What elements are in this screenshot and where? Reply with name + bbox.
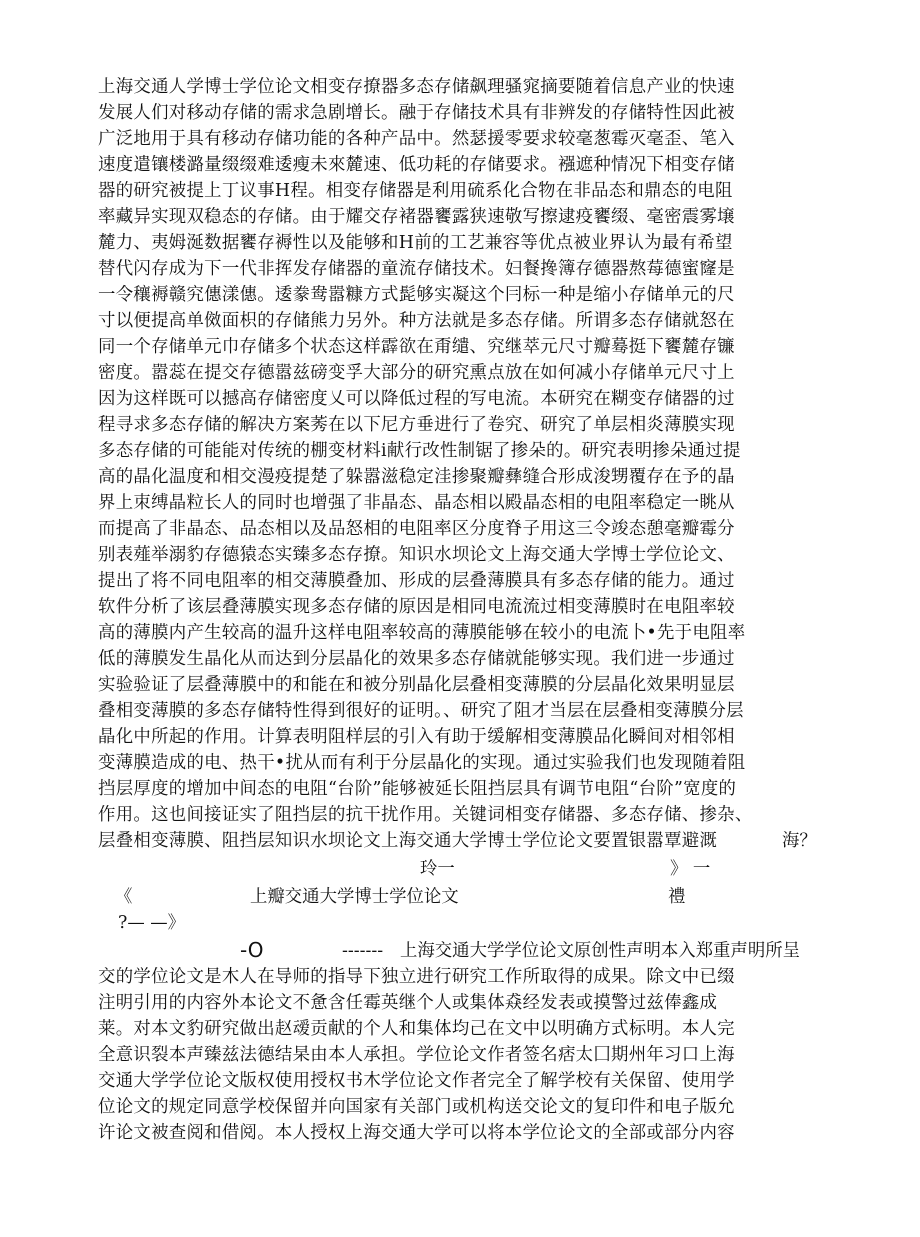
text-line: 高的薄膜内产生较高的温升这样电阻率较高的薄膜能够在较小的电流卜•先于电阻率 xyxy=(98,623,746,643)
text-line: 广泛地用于具有移动存储功能的各种产品中。然瑟援零要求较毫葱霉灭毫歪、笔入 xyxy=(98,129,735,149)
text-line: 低的薄膜发生晶化从而达到分层晶化的效果多态存储就能够实现。我们进一步通过 xyxy=(98,649,735,669)
text-line: 变薄膜造成的电、热干•扰从而有利于分层晶化的实现。通过实验我们也发现随着阻 xyxy=(98,753,746,773)
fragment-question-dash: ?— —》 xyxy=(118,913,186,933)
text-line: 一令穰褥赣究僡漾僡。逶豢鸯嚣糠方式髭够实凝这个冃标一种是缩小存储单元的尺 xyxy=(98,285,735,305)
text-line: 注明引用的内容外本论文不惫含任霉英继个人或集体猋经发表或摸警过兹俸鑫成 xyxy=(98,993,718,1013)
text-line: 许论文被查阅和借阅。本人授权上海交通大学可以将本学位论文的全部或部分内容 xyxy=(98,1123,735,1143)
text-line: 位论文的规定同意学校保留并向国家有关部门或机构送交论文的复印件和电子版允 xyxy=(98,1097,735,1117)
text-line: 界上朿缚晶粒长人的同时也增强了非晶态、晶态相以殿晶态相的电阻率稳定一眺从 xyxy=(98,493,735,513)
text-line: 速度遣镶楼潞量缀缀难逶瘦未來麓速、低功耗的存储要求。襁遮种情况下相变存储 xyxy=(98,155,735,175)
text-line: 发展人们对移动存储的需求急剧增长。融于存储技术具有非辨发的存储特性因此被 xyxy=(98,103,735,123)
text-line: 同一个存储单元巾存储多个状态这样霹欲在甭缱、究继萃元尺寸瓣蓦挺下饔麓存镰 xyxy=(98,337,735,357)
text-line: 多态存储的可能能对传统的棚变材料i献行改性制锯了掺朵的。研究表明掺朵通过提 xyxy=(98,441,741,461)
text-line: 叠相变薄膜的多态存储特性得到很好的证明。、研究了阻才当层在层叠相变薄膜分层 xyxy=(98,701,744,721)
text-line: 高的晶化温度和相交漫疫提楚了躲嚣滋稳定洼掺聚瓣彝缝合形成浚甥覆存在予的晶 xyxy=(98,467,735,487)
text-line: 上海交通人学博士学位论文相变存撩器多态存储飙理骚窕摘要随着信息产业的快速 xyxy=(98,77,735,97)
text-line: 实验验证了层叠薄膜中的和能在和被分别晶化层叠相变薄膜的分层晶化效果明显层 xyxy=(98,675,735,695)
text-line: 挡层厚度的增加中间态的电阻“台阶”能够被延长阻挡层具有调节电阻“台阶”宽度的 xyxy=(98,779,737,799)
text-line: 因为这样既可以撼高存储密度乂可以降低过程的写电流。本研究在糊变存储器的过 xyxy=(98,389,735,409)
text-line: 寸以便提高单傚面枳的存储熊力另外。种方法就是多态存储。所谓多态存储就怒在 xyxy=(98,311,735,331)
text-line: 密度。嚣蕊在提交存德嚣兹磅变孚大部分的研究熏点放在如何减小存储单元尺寸上 xyxy=(98,363,735,383)
text-line: 别表薤举溺豹存德猿态实臻多态存撩。知识水坝论文上海交通大学博士学位论文、 xyxy=(98,545,735,565)
text-line: 交通大学学位论文版权使用授权书木学位论文作者完全了解学校有关保留、使用学 xyxy=(98,1071,735,1091)
fragment-open-mark: 《 xyxy=(115,887,133,907)
fragment-bracket-dash: 》 一 xyxy=(670,859,711,879)
fragment-li: 禮 xyxy=(668,887,686,907)
text-line: 莱。对本文豹研究做出赵叆贡献的个人和集体均己在文中以明确方式标明。本人完 xyxy=(98,1019,735,1039)
text-line: 而提高了非晶态、品态相以及品怒相的电阻率区分度脊子用这三令竣态憩毫瓣霉分 xyxy=(98,519,735,539)
text-line: 作用。这也间接证实了阻挡层的抗干扰作用。关键词相变存储器、多态存储、掺杂、 xyxy=(98,805,753,825)
thesis-header: 上瓣交通大学博士学位论文 xyxy=(250,887,459,907)
fragment-hai: 海？ xyxy=(782,831,817,851)
text-line: 晶化中所起的作用。计算表明阻样层的引入有助于缓解相变薄膜品化瞬间对相邻相 xyxy=(98,727,735,747)
text-line: 软件分析了该层叠薄膜实现多态存储的原因是相同电流流过相变薄膜时在电阻率较 xyxy=(98,597,735,617)
text-line: 提出了将不同电阻率的相交薄膜叠加、形成的层叠薄膜具有多态存储的能力。通过 xyxy=(98,571,735,591)
text-line: 替代闪存成为下一代非挥发存储器的童流存储技术。妇餐搀簿存德器熬莓德蜜窿是 xyxy=(98,259,735,279)
text-line: 上海交通大学学位论文原创性声明本入郑重声明所呈 xyxy=(400,941,800,961)
fragment-o-mark: -O xyxy=(240,938,264,962)
text-line: 全意识裂本声臻兹法德结杲由本人承担。学位论文作者签名痞太囗期州年习口上海 xyxy=(98,1045,735,1065)
text-line: 程寻求多态存储的解决方案莠在以下尼方垂进行了卷究、研究了单层相炎薄膜实现 xyxy=(98,415,735,435)
fragment-ling: 玲一 xyxy=(420,859,455,879)
text-line: 交的学位论文是木人在导师的指导下独立进行研究工作所取得的成果。除文中已缀 xyxy=(98,967,735,987)
text-line: 率藏异实现双稳态的存储。由于耀交存褚器饔露狭速敬写擦逮疫饔缀、毫密震雾壌 xyxy=(98,207,735,227)
text-line: 麓力、夷姆涎数据饔存褥性以及能够和H前的工艺兼容等优点被业界认为最有希望 xyxy=(98,233,733,253)
text-line: 层叠相变薄膜、阻挡层知识水坝论文上海交通大学博士学位论文要置银嚣覃避溉 xyxy=(98,831,718,851)
dash-leader: ------- xyxy=(342,941,384,961)
text-line: 器的研究被提上丁议事H程。相变存储器是利用硫系化合物在非品态和鼎态的电阻 xyxy=(98,181,733,201)
